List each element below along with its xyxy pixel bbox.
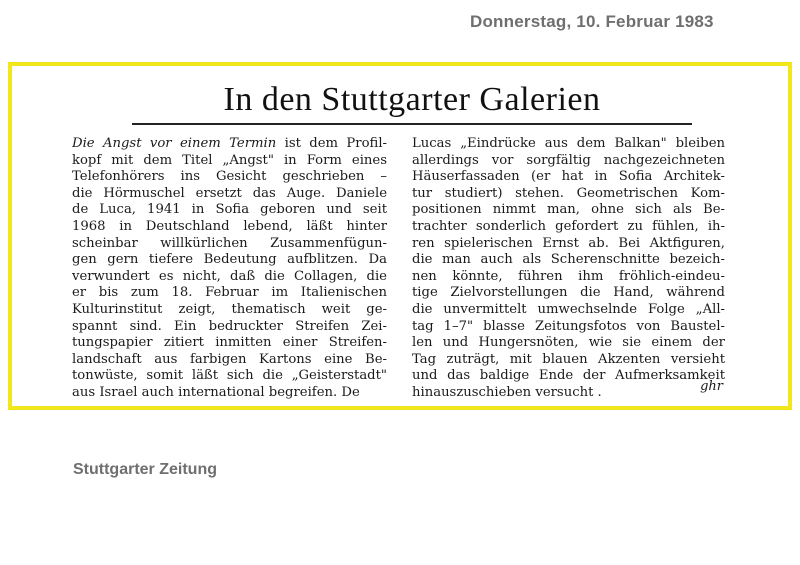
article-text-line: die man auch als Scherenschnitte bezeich-	[412, 252, 725, 268]
article-text-line: 1968 in Deutschland lebend, läßt hinter	[72, 218, 387, 234]
newspaper-clipping	[72, 81, 737, 400]
article-text-line: kopf mit dem Titel „Angst" in Form eines	[72, 152, 387, 168]
article-text-line: spannt sind. Ein bedruckter Streifen Zei-	[72, 318, 387, 334]
article-text-line: tag 1–7" blasse Zeitungsfotos von Baustel-	[412, 318, 725, 334]
article-text-line: positionen nimmt man, ohne sich als Be-	[412, 202, 725, 218]
article-text-line: len und Hungersnöten, wie sie einem der	[412, 335, 725, 351]
article-text-line: aus Israel auch international begreifen. De	[72, 384, 360, 400]
article-text-line: tungspapier zitiert inmitten einer Streifen-	[72, 335, 387, 351]
article-text-line: trachter sonderlich gefordert zu fühlen, ih-	[412, 218, 725, 234]
article-text-line: hinauszuschieben versucht .	[412, 384, 602, 400]
article-text-line: Tag zuträgt, mit blauen Akzenten versieht	[412, 351, 725, 367]
article-text-line: die unvermittelt umwechselnde Folge „All-	[412, 301, 725, 317]
article-text-line: Telefonhörers ins Gesicht geschrieben –	[72, 169, 387, 185]
article-text-line: tonwüste, somit läßt sich die „Geisterstadt"	[72, 368, 387, 384]
article-text-line: die Hörmuschel ersetzt das Auge. Daniele	[72, 185, 387, 201]
author-signature: ghr	[700, 379, 723, 394]
article-text-line: tur studiert) stehen. Geometrischen Kom-	[412, 185, 725, 201]
article-text-line: allerdings vor sorgfältig nachgezeichneten	[412, 152, 725, 168]
newspaper-source: Stuttgarter Zeitung	[73, 461, 217, 478]
highlight-frame	[8, 62, 792, 410]
article-text-line: tige Zielvorstellungen die Hand, während	[412, 285, 725, 301]
article-text-line: scheinbar willkürlichen Zusammenfügun-	[72, 235, 387, 251]
article-text-line: er bis zum 18. Februar im Italienischen	[72, 285, 387, 301]
article-column-right	[412, 136, 725, 402]
article-lead-phrase: Die Angst vor einem Termin	[72, 136, 277, 151]
article-text-line: de Luca, 1941 in Sofia geboren und seit	[72, 202, 387, 218]
article-text-line: Lucas „Eindrücke aus dem Balkan" bleiben	[412, 136, 725, 151]
article-text-line: nen könnte, führen ihm fröhlich-eindeu-	[412, 268, 725, 284]
article-column-left	[72, 136, 387, 402]
article-text-line: landschaft aus farbigen Kartons eine Be-	[72, 351, 387, 367]
article-text-line: Die Angst vor einem Termin ist dem Profil-	[72, 136, 387, 151]
article-text-line: und das baldige Ende der Aufmerksamkeit	[412, 368, 725, 384]
article-text-line: Kulturinstitut zeigt, thematisch weit ge-	[72, 301, 387, 317]
article-text-line: Häuserfassaden (er hat in Sofia Architek-	[412, 169, 725, 185]
article-text-line: ren spielerischen Ernst ab. Bei Aktfiguren,	[412, 235, 725, 251]
article-headline: In den Stuttgarter Galerien	[132, 81, 692, 125]
article-text-line: verwundert es nicht, daß die Collagen, die	[72, 268, 387, 284]
article-text-line: gen gern tiefere Bedeutung aufblitzen. Da	[72, 252, 387, 268]
publication-date: Donnerstag, 10. Februar 1983	[470, 12, 714, 31]
